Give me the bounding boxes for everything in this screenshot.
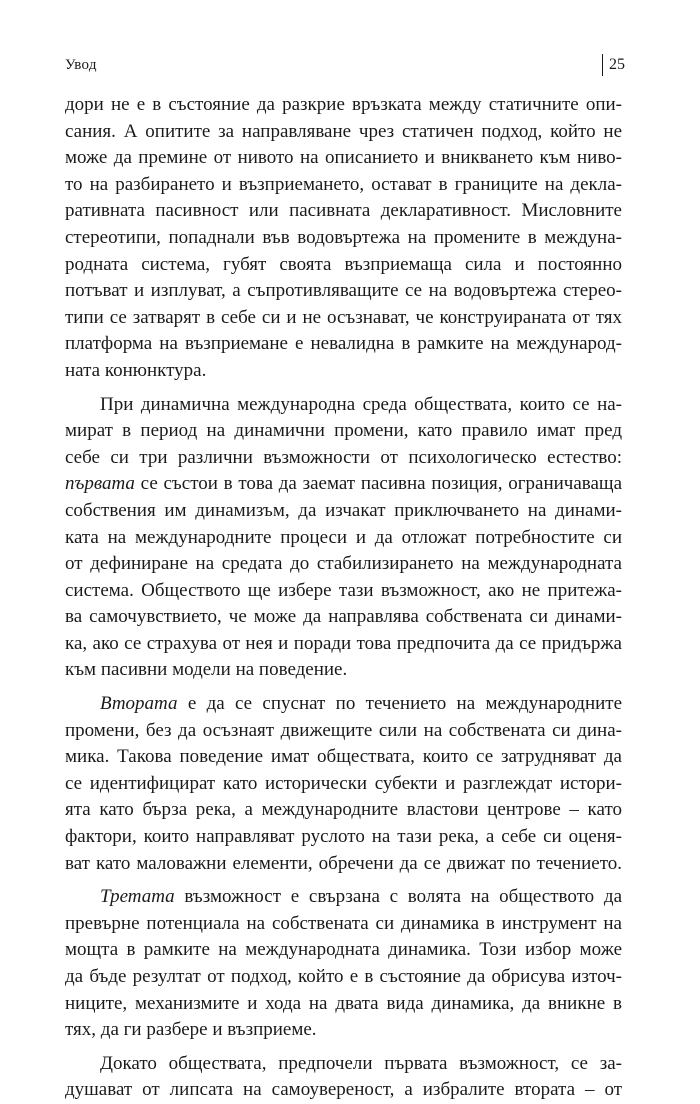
- body-text: [65, 92, 622, 1104]
- text-line: ка, ако се страхува от нея и поради това предпочита да се придържа: [65, 632, 622, 654]
- text-line: собствения им динамизъм, да изчакат приключването на динами-: [65, 499, 622, 521]
- running-head: [65, 52, 625, 78]
- text-line: ната конюнктура.: [65, 359, 207, 381]
- text-line: потъват и изплуват, а съпротивляващите се на водовъртежа стерео-: [65, 280, 622, 302]
- emphasis-word: първата: [65, 473, 135, 495]
- page-number-divider: [602, 54, 603, 76]
- text-line-with-emphasis: [65, 471, 622, 498]
- text-line: ниците, механизмите и хода на двата вида динамика, да вникне в: [65, 992, 622, 1014]
- text-line: стереотипи, попаднали във водовъртежа на промените в междуна-: [65, 226, 622, 248]
- text-line: душават от липсата на самоувереност, а избралите втората – от: [65, 1079, 622, 1101]
- text-line: промени, без да осъзнаят движещите сили на собствената си дина-: [65, 719, 622, 741]
- text-line: ративната пасивност или пасивната декларативност. Мисловните: [65, 200, 622, 222]
- paragraph: [65, 691, 622, 877]
- text-line: мират в период на динамични промени, като правило имат пред: [65, 420, 622, 442]
- text-line: да бъде резултат от подход, който е в състояние да обрисува източ-: [65, 966, 622, 987]
- text-line: ват като маловажни елементи, обречени да се движат по течението.: [65, 852, 622, 874]
- text-line: дори не е в състояние да разкрие връзката между статичните опи-: [65, 94, 622, 115]
- page-number-box: [602, 52, 625, 78]
- text-line: платформа на възприемане е невалидна в рамките на международ-: [65, 333, 622, 355]
- text-line: превърне потенциала на собствената си динамика в инструмент на: [65, 912, 622, 934]
- text-line: мика. Такова поведение имат обществата, които се затрудняват да: [65, 746, 622, 768]
- text-line: себе си три различни възможности от психологическо естество:: [65, 446, 622, 468]
- text-line: ята като бърза река, а международните властови центрове – като: [65, 799, 622, 821]
- text-line: Докато обществата, предпочели първата възможност, се за-: [100, 1052, 622, 1074]
- text-line: При динамична международна среда обществата, които се на-: [100, 393, 622, 415]
- text-line: тях, да ги разбере и възприеме.: [65, 1019, 317, 1041]
- text-run: се състои в това да заемат пасивна позиция, ограничаваща: [140, 473, 622, 495]
- text-line: ката на международните процеси и да отложат потребностите си: [65, 526, 622, 548]
- text-line: родната система, губят своята възприемаща сила и постоянно: [65, 253, 622, 275]
- text-run: е да се спуснат по течението на международните: [187, 693, 623, 715]
- text-line: мощта в рамките на международната динамика. Този избор може: [65, 939, 622, 961]
- paragraph: [65, 884, 622, 1044]
- section-title: Увод: [65, 57, 97, 73]
- paragraph: [65, 392, 622, 685]
- text-line: ва самочувствието, че може да направлява собствената си динами-: [65, 606, 622, 628]
- text-line: фактори, които направляват руслото на тази река, а себе си оценя-: [65, 826, 622, 848]
- text-line: то на разбирането и възприемането, остават в границите на декла-: [65, 173, 622, 195]
- paragraph: [65, 92, 622, 385]
- text-line-with-emphasis: [65, 884, 622, 911]
- emphasis-word: Втората: [100, 693, 178, 715]
- text-line: се идентифицират като исторически субекти и разглеждат истори-: [65, 772, 622, 794]
- paragraph: [65, 1051, 622, 1104]
- text-line: от дефиниране на средата до стабилизирането на международната: [65, 553, 622, 575]
- text-line-with-emphasis: [65, 691, 622, 718]
- text-line: може да премине от нивото на описанието и вникването към ниво-: [65, 147, 622, 169]
- emphasis-word: Третата: [100, 886, 175, 908]
- text-line: типи се затварят в себе си и не осъзнават, че конструираната от тях: [65, 306, 622, 328]
- text-line: система. Обществото ще избере тази възможност, ако не притежа-: [65, 579, 622, 601]
- text-run: възможност е свързана с волята на обществото да: [184, 886, 622, 908]
- page-number: 25: [609, 56, 625, 73]
- text-line: към пасивни модели на поведение.: [65, 659, 348, 681]
- text-line: сания. А опитите за направляване чрез статичен подход, който не: [65, 120, 622, 142]
